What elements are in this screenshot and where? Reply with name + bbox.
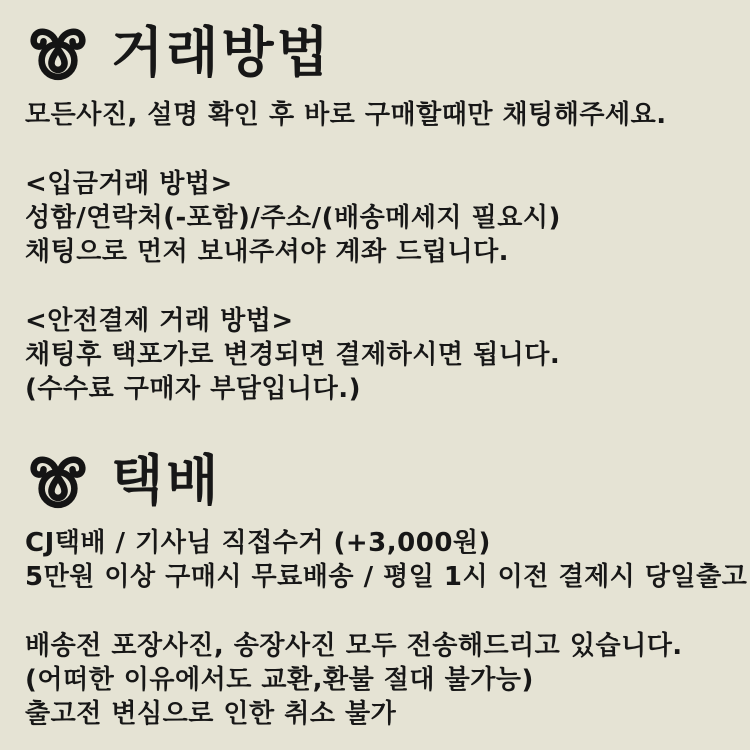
- delivery-header: [25, 449, 732, 512]
- text-line: 성함/연락처(-포함)/주소/(배송메세지 필요시): [25, 203, 561, 233]
- safe-payment-paragraph: [25, 304, 732, 406]
- trade-method-title: 거래방법: [111, 21, 332, 84]
- text-line: 배송전 포장사진, 송장사진 모두 전송해드리고 있습니다.: [25, 631, 683, 661]
- section-trade-method: [25, 21, 732, 406]
- ram-horns-drop-icon: [25, 452, 91, 510]
- courier-info-paragraph: [25, 526, 748, 594]
- trade-intro-paragraph: [25, 98, 732, 132]
- deposit-method-paragraph: [25, 167, 732, 269]
- text-line: <입금거래 방법>: [25, 169, 233, 199]
- text-line: 채팅으로 먼저 보내주셔야 계좌 드립니다.: [25, 237, 510, 267]
- text-line: 5만원 이상 구매시 무료배송 / 평일 1시 이전 결제시 당일출고: [25, 562, 748, 592]
- text-line: (수수료 구매자 부담입니다.): [25, 374, 362, 404]
- text-line: CJ택배 / 기사님 직접수거 (+3,000원): [25, 528, 491, 558]
- text-line: 출고전 변심으로 인한 취소 불가: [25, 699, 397, 729]
- text-line: 모든사진, 설명 확인 후 바로 구매할때만 채팅해주세요.: [25, 100, 667, 130]
- text-line: 채팅후 택포가로 변경되면 결제하시면 됩니다.: [25, 340, 561, 370]
- text-line: <안전결제 거래 방법>: [25, 306, 294, 336]
- shipping-policy-paragraph: [25, 629, 732, 731]
- text-line: (어떠한 이유에서도 교환,환불 절대 불가능): [25, 665, 534, 695]
- delivery-title: 택배: [111, 449, 222, 512]
- ram-horns-drop-icon: [25, 24, 91, 82]
- trade-method-header: [25, 21, 732, 84]
- section-delivery: [25, 449, 748, 731]
